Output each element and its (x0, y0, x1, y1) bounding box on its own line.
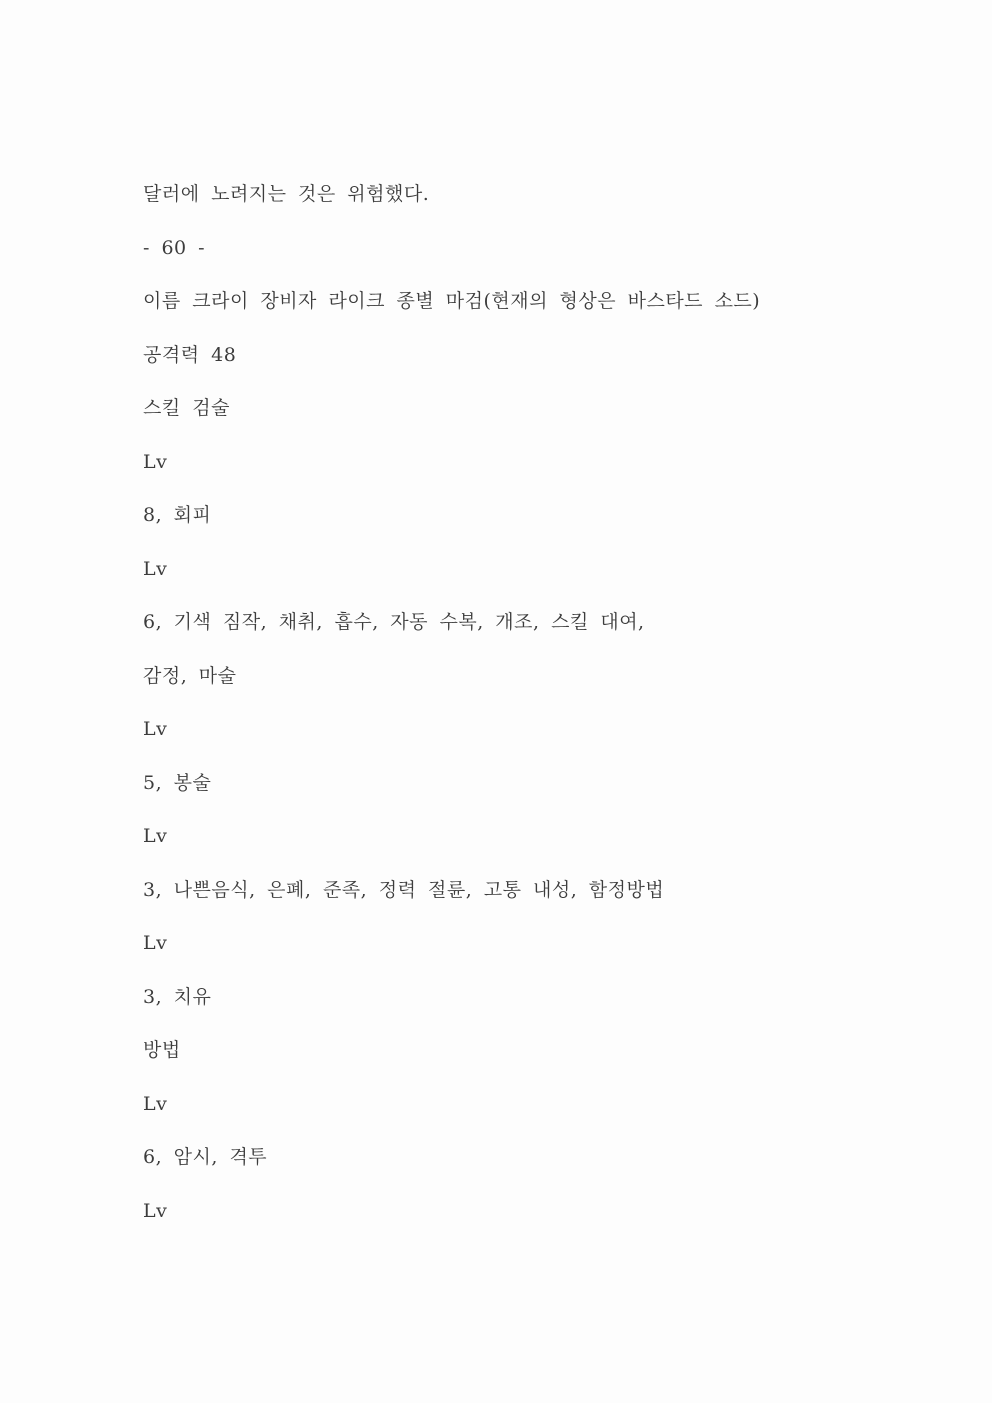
page-number-line: - 60 - (143, 236, 206, 259)
status-name-line: 이름 크라이 장비자 라이크 종별 마검(현재의 형상은 바스타드 소드) (143, 290, 761, 312)
lv-label-line: Lv (143, 718, 168, 740)
skill-list-line: 감정, 마술 (143, 664, 237, 687)
skill-list-line: 5, 봉술 (143, 771, 212, 794)
status-skill-line: 스킬 검술 (143, 397, 230, 419)
lv-label-line: Lv (143, 825, 168, 847)
skill-list-line: 3, 나쁜음식, 은폐, 준족, 정력 절륜, 고통 내성, 함정방법 (143, 878, 665, 901)
skill-list-line: 방법 (143, 1039, 181, 1061)
lv-label-line: Lv (143, 450, 168, 473)
skill-list-line: 6, 암시, 격투 (143, 1146, 268, 1168)
skill-list-line: 3, 치유 (143, 985, 212, 1008)
skill-list-line: 8, 회피 (143, 504, 212, 526)
lv-label-line: Lv (143, 557, 168, 580)
status-attack-line: 공격력 48 (143, 343, 237, 366)
document-text-block (143, 168, 912, 1238)
lv-label-line: Lv (143, 1092, 168, 1115)
skill-list-line: 6, 기색 짐작, 채취, 흡수, 자동 수복, 개조, 스킬 대여, (143, 611, 645, 633)
lv-label-line: Lv (143, 932, 168, 954)
lv-label-line: Lv (143, 1199, 168, 1222)
paragraph-line: 달러에 노려지는 것은 위험했다. (143, 183, 430, 205)
